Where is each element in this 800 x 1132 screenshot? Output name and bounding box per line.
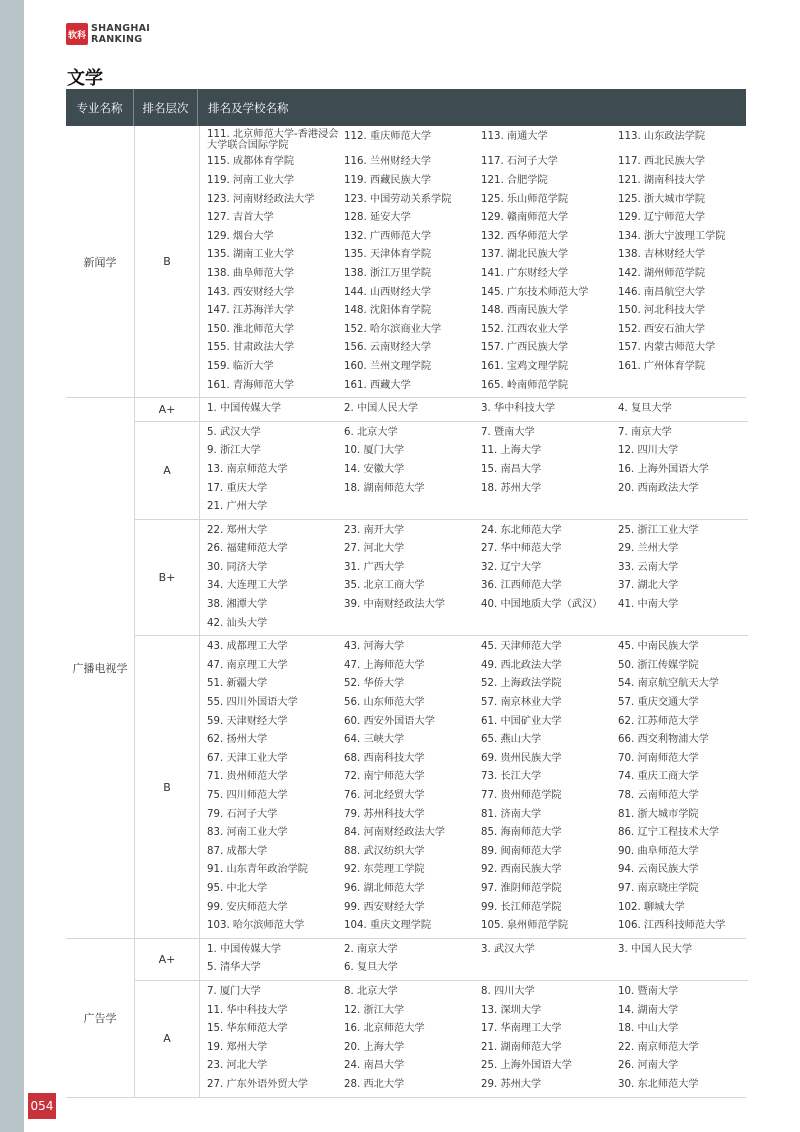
school-entry: 103. 哈尔滨师范大学	[207, 920, 305, 932]
school-entry: 43. 河海大学	[344, 641, 405, 653]
school-entry: 92. 西南民族大学	[481, 864, 562, 876]
entry-row	[207, 358, 748, 377]
school-entry: 94. 云南民族大学	[618, 864, 699, 876]
school-entry: 77. 贵州师范学院	[481, 790, 562, 801]
school-entries	[200, 422, 748, 519]
school-entry: 7. 南京大学	[618, 426, 672, 438]
logo-text	[91, 23, 150, 45]
major-name: 广告学	[66, 939, 135, 1097]
school-entry: 29. 苏州大学	[481, 1078, 542, 1090]
entry-row	[207, 806, 748, 825]
school-entry: 121. 合肥学院	[481, 175, 548, 186]
school-entry: 11. 华中科技大学	[207, 1004, 288, 1016]
school-entry: 125. 乐山师范学院	[481, 193, 569, 205]
school-entry: 7. 暨南大学	[481, 426, 535, 438]
tier-row	[135, 126, 748, 397]
school-entry: 160. 兰州文理学院	[344, 360, 432, 372]
school-entry: 117. 石河子大学	[481, 156, 558, 168]
school-entry: 59. 天津财经大学	[207, 715, 288, 727]
school-entry: 134. 浙大宁波理工学院	[618, 230, 726, 242]
school-entry: 68. 西南科技大学	[344, 752, 425, 764]
school-entry: 161. 青海师范大学	[207, 379, 295, 391]
school-entry: 45. 中南民族大学	[618, 641, 699, 653]
school-entries	[200, 126, 748, 397]
school-entry: 16. 上海外国语大学	[618, 463, 709, 475]
school-entry: 25. 浙江工业大学	[618, 524, 699, 536]
entry-row	[207, 638, 748, 657]
school-entry: 5. 武汉大学	[207, 426, 261, 438]
school-entry: 10. 厦门大学	[344, 445, 405, 457]
school-entry: 26. 福建师范大学	[207, 543, 288, 555]
school-entry: 43. 成都理工大学	[207, 641, 288, 653]
school-entry: 84. 河南财经政法大学	[344, 827, 445, 839]
school-entry: 148. 沈阳体育学院	[344, 305, 432, 317]
school-entry: 3. 华中科技大学	[481, 403, 556, 415]
school-entry: 99. 长江师范学院	[481, 901, 562, 913]
school-entry: 32. 辽宁大学	[481, 561, 542, 573]
entry-row	[207, 172, 748, 191]
school-entry: 70. 河南师范大学	[618, 752, 699, 764]
school-entry: 105. 泉州师范学院	[481, 920, 569, 932]
section-title: 文学	[67, 68, 103, 89]
page-number: 054	[28, 1093, 56, 1119]
school-entry: 137. 湖北民族大学	[481, 249, 569, 261]
entry-row	[207, 209, 748, 228]
rank-level: B	[135, 126, 200, 397]
entry-row	[207, 787, 748, 806]
logo-text-line1: SHANGHAI	[91, 23, 151, 34]
entry-row	[207, 153, 748, 172]
school-entry: 15. 南昌大学	[481, 463, 542, 475]
school-entry: 79. 石河子大学	[207, 808, 278, 820]
school-entry: 117. 西北民族大学	[618, 156, 706, 168]
school-entry: 6. 复旦大学	[344, 962, 398, 974]
school-entry: 113. 山东政法学院	[618, 131, 706, 142]
school-entry: 150. 淮北师范大学	[207, 323, 295, 335]
school-entry: 92. 东莞理工学院	[344, 864, 425, 876]
school-entry: 99. 安庆师范大学	[207, 901, 288, 913]
school-entry: 145. 广东技术师范大学	[481, 286, 589, 298]
school-entry: 81. 济南大学	[481, 808, 542, 820]
entry-row	[207, 302, 748, 321]
school-entry: 12. 四川大学	[618, 445, 679, 457]
school-entry: 24. 南昌大学	[344, 1060, 405, 1072]
school-entry: 72. 南宁师范大学	[344, 771, 425, 783]
entry-row	[207, 1039, 748, 1058]
school-entry: 37. 湖北大学	[618, 580, 679, 592]
school-entry: 27. 广东外语外贸大学	[207, 1078, 308, 1090]
school-entry: 135. 湖南工业大学	[207, 249, 295, 261]
entry-row	[207, 1020, 748, 1039]
school-entry: 65. 燕山大学	[481, 734, 542, 746]
school-entry: 1. 中国传媒大学	[207, 403, 282, 415]
school-entry: 51. 新疆大学	[207, 678, 268, 690]
tier-row	[135, 520, 748, 637]
school-entry: 155. 甘肃政法大学	[207, 342, 295, 354]
school-entry: 128. 延安大学	[344, 212, 411, 224]
school-entry: 31. 广西大学	[344, 561, 405, 573]
rank-level: B+	[135, 520, 200, 636]
entry-row	[207, 750, 748, 769]
school-entry: 138. 浙江万里学院	[344, 267, 432, 279]
school-entry: 60. 西安外国语大学	[344, 715, 435, 727]
school-entry: 62. 扬州大学	[207, 734, 268, 746]
entry-row	[207, 377, 748, 396]
school-entry: 27. 河北大学	[344, 543, 405, 555]
school-entry: 30. 同济大学	[207, 561, 268, 573]
school-entry: 106. 江西科技师范大学	[618, 920, 726, 932]
school-entry: 11. 上海大学	[481, 445, 542, 457]
school-entry: 95. 中北大学	[207, 882, 268, 894]
school-entry: 143. 西安财经大学	[207, 286, 295, 298]
entry-row	[207, 522, 748, 541]
school-entry: 152. 哈尔滨商业大学	[344, 323, 442, 335]
school-entry: 119. 河南工业大学	[207, 175, 295, 186]
school-entry: 14. 安徽大学	[344, 463, 405, 475]
school-entry: 24. 东北师范大学	[481, 524, 562, 536]
school-entry: 146. 南昌航空大学	[618, 286, 706, 298]
entry-row	[207, 983, 748, 1002]
school-entry: 9. 浙江大学	[207, 445, 261, 457]
school-entry: 52. 华侨大学	[344, 678, 405, 690]
entry-row	[207, 339, 748, 358]
school-entry: 21. 湖南师范大学	[481, 1041, 562, 1053]
school-entry: 18. 苏州大学	[481, 482, 542, 494]
school-entry: 27. 华中师范大学	[481, 543, 562, 555]
school-entries	[200, 981, 748, 1097]
school-entry: 112. 重庆师范大学	[344, 131, 432, 142]
school-entry: 35. 北京工商大学	[344, 580, 425, 592]
entry-row	[207, 284, 748, 303]
entry-row	[207, 228, 748, 247]
school-entry: 6. 北京大学	[344, 426, 398, 438]
school-entry: 36. 江西师范大学	[481, 580, 562, 592]
school-entries	[200, 636, 748, 938]
school-entry: 97. 南京晓庄学院	[618, 882, 699, 894]
school-entry: 18. 中山大学	[618, 1023, 679, 1035]
table-header	[66, 89, 746, 126]
school-entry: 5. 清华大学	[207, 962, 261, 974]
entry-row	[207, 498, 748, 517]
entry-row	[207, 843, 748, 862]
entry-row	[207, 675, 748, 694]
school-entry: 138. 曲阜师范大学	[207, 267, 295, 279]
school-entry: 17. 华南理工大学	[481, 1023, 562, 1035]
entry-row	[207, 596, 748, 615]
school-entry: 129. 辽宁师范大学	[618, 212, 706, 224]
school-entry: 132. 广西师范大学	[344, 230, 432, 242]
rank-level: A+	[135, 398, 200, 421]
school-entry: 125. 浙大城市学院	[618, 193, 706, 205]
entry-row	[207, 128, 748, 153]
tier-list	[135, 939, 748, 1097]
entry-row	[207, 442, 748, 461]
entry-row	[207, 400, 748, 419]
tier-list	[135, 398, 748, 938]
school-entry: 50. 浙江传媒学院	[618, 659, 699, 671]
school-entry: 74. 重庆工商大学	[618, 771, 699, 783]
entry-row	[207, 880, 748, 899]
entry-row	[207, 941, 748, 960]
school-entry: 148. 西南民族大学	[481, 305, 569, 317]
school-entry: 33. 云南大学	[618, 561, 679, 573]
entry-row	[207, 424, 748, 443]
school-entry: 161. 西藏大学	[344, 379, 411, 391]
school-entry: 64. 三峡大学	[344, 734, 405, 746]
school-entry: 138. 吉林财经大学	[618, 249, 706, 261]
school-entry: 66. 西交利物浦大学	[618, 734, 709, 746]
school-entry: 123. 河南财经政法大学	[207, 193, 315, 205]
tier-row	[135, 636, 748, 938]
entry-row	[207, 1076, 748, 1095]
entry-row	[207, 713, 748, 732]
school-entry: 25. 上海外国语大学	[481, 1060, 572, 1072]
header-level: 排名层次	[134, 89, 198, 126]
rank-level: A	[135, 981, 200, 1097]
school-entry: 20. 上海大学	[344, 1041, 405, 1053]
school-entry: 142. 湖州师范学院	[618, 267, 706, 279]
tier-row	[135, 939, 748, 981]
major-name: 广播电视学	[66, 398, 135, 938]
school-entry: 22. 南京师范大学	[618, 1041, 699, 1053]
rank-level: B	[135, 636, 200, 938]
school-entry: 121. 湖南科技大学	[618, 175, 706, 186]
school-entry: 111. 北京师范大学-香港浸会大学联合国际学院	[207, 129, 339, 152]
school-entry: 127. 吉首大学	[207, 212, 274, 224]
school-entry: 150. 河北科技大学	[618, 305, 706, 317]
school-entry: 156. 云南财经大学	[344, 342, 432, 354]
school-entry: 144. 山西财经大学	[344, 286, 432, 298]
ranking-table	[66, 89, 746, 1098]
school-entry: 55. 四川外国语大学	[207, 697, 298, 709]
table-body	[66, 126, 746, 1098]
school-entry: 69. 贵州民族大学	[481, 752, 562, 764]
school-entry: 3. 武汉大学	[481, 943, 535, 955]
school-entry: 81. 浙大城市学院	[618, 808, 699, 820]
school-entry: 49. 西北政法大学	[481, 659, 562, 671]
entry-row	[207, 959, 748, 978]
school-entry: 18. 湖南师范大学	[344, 482, 425, 494]
entry-row	[207, 1002, 748, 1021]
school-entry: 28. 西北大学	[344, 1078, 405, 1090]
school-entry: 15. 华东师范大学	[207, 1023, 288, 1035]
school-entry: 157. 内蒙古师范大学	[618, 342, 716, 354]
header-major: 专业名称	[66, 89, 134, 126]
entry-row	[207, 191, 748, 210]
school-entry: 161. 宝鸡文理学院	[481, 360, 569, 372]
school-entry: 47. 南京理工大学	[207, 659, 288, 671]
school-entry: 104. 重庆文理学院	[344, 920, 432, 932]
school-entry: 83. 河南工业大学	[207, 827, 288, 839]
school-entry: 157. 广西民族大学	[481, 342, 569, 354]
entry-row	[207, 731, 748, 750]
school-entry: 129. 烟台大学	[207, 230, 274, 242]
school-entry: 96. 湖北师范大学	[344, 882, 425, 894]
school-entry: 23. 河北大学	[207, 1060, 268, 1072]
school-entry: 45. 天津师范大学	[481, 641, 562, 653]
school-entry: 52. 上海政法学院	[481, 678, 562, 690]
school-entry: 76. 河北经贸大学	[344, 790, 425, 801]
school-entry: 67. 天津工业大学	[207, 752, 288, 764]
entry-row	[207, 615, 748, 634]
school-entry: 119. 西藏民族大学	[344, 175, 432, 186]
school-entry: 123. 中国劳动关系学院	[344, 193, 452, 205]
school-entry: 7. 厦门大学	[207, 985, 261, 997]
entry-row	[207, 246, 748, 265]
school-entry: 75. 四川师范大学	[207, 790, 288, 801]
left-sidebar-strip	[0, 0, 24, 1132]
school-entry: 42. 汕头大学	[207, 617, 268, 629]
school-entry: 56. 山东师范大学	[344, 697, 425, 709]
entry-row	[207, 559, 748, 578]
school-entry: 14. 湖南大学	[618, 1004, 679, 1016]
school-entry: 38. 湘潭大学	[207, 599, 268, 611]
school-entry: 62. 江苏师范大学	[618, 715, 699, 727]
school-entry: 78. 云南师范大学	[618, 790, 699, 801]
entry-row	[207, 1057, 748, 1076]
school-entry: 4. 复旦大学	[618, 403, 672, 415]
school-entry: 129. 赣南师范大学	[481, 212, 569, 224]
entry-row	[207, 461, 748, 480]
school-entry: 86. 辽宁工程技术大学	[618, 827, 719, 839]
school-entry: 71. 贵州师范大学	[207, 771, 288, 783]
school-entry: 115. 成都体育学院	[207, 156, 295, 168]
school-entry: 102. 聊城大学	[618, 901, 685, 913]
school-entry: 91. 山东青年政治学院	[207, 864, 308, 876]
school-entry: 19. 郑州大学	[207, 1041, 268, 1053]
school-entry: 34. 大连理工大学	[207, 580, 288, 592]
school-entry: 85. 海南师范大学	[481, 827, 562, 839]
school-entries	[200, 939, 748, 980]
entry-row	[207, 768, 748, 787]
brand-logo	[66, 23, 150, 45]
entry-row	[207, 657, 748, 676]
school-entry: 54. 南京航空航天大学	[618, 678, 719, 690]
entry-row	[207, 899, 748, 918]
school-entry: 73. 长江大学	[481, 771, 542, 783]
entry-row	[207, 265, 748, 284]
school-entry: 90. 曲阜师范大学	[618, 845, 699, 857]
logo-text-line2: RANKING	[91, 34, 143, 45]
school-entry: 135. 天津体育学院	[344, 249, 432, 261]
school-entry: 141. 广东财经大学	[481, 267, 569, 279]
school-entry: 41. 中南大学	[618, 599, 679, 611]
tier-list	[135, 126, 748, 397]
school-entry: 8. 北京大学	[344, 985, 398, 997]
school-entry: 57. 重庆交通大学	[618, 697, 699, 709]
school-entry: 20. 西南政法大学	[618, 482, 699, 494]
school-entry: 17. 重庆大学	[207, 482, 268, 494]
school-entry: 16. 北京师范大学	[344, 1023, 425, 1035]
entry-row	[207, 321, 748, 340]
entry-row	[207, 480, 748, 499]
school-entry: 57. 南京林业大学	[481, 697, 562, 709]
school-entry: 47. 上海师范大学	[344, 659, 425, 671]
entry-row	[207, 694, 748, 713]
school-entry: 132. 西华师范大学	[481, 230, 569, 242]
entry-row	[207, 540, 748, 559]
school-entry: 22. 郑州大学	[207, 524, 268, 536]
rank-level: A+	[135, 939, 200, 980]
school-entry: 165. 岭南师范学院	[481, 379, 569, 391]
entry-row	[207, 824, 748, 843]
tier-row	[135, 981, 748, 1097]
school-entry: 87. 成都大学	[207, 845, 268, 857]
school-entry: 89. 闽南师范大学	[481, 845, 562, 857]
major-name: 新闻学	[66, 126, 135, 397]
major-group	[66, 126, 746, 398]
school-entry: 2. 南京大学	[344, 943, 398, 955]
rank-level: A	[135, 422, 200, 519]
school-entries	[200, 520, 748, 636]
school-entry: 13. 深圳大学	[481, 1004, 542, 1016]
school-entry: 39. 中南财经政法大学	[344, 599, 445, 611]
school-entry: 29. 兰州大学	[618, 543, 679, 555]
school-entry: 40. 中国地质大学（武汉）	[481, 599, 603, 611]
school-entry: 10. 暨南大学	[618, 985, 679, 997]
major-group	[66, 398, 746, 939]
header-schools: 排名及学校名称	[208, 100, 289, 115]
school-entry: 99. 西安财经大学	[344, 901, 425, 913]
school-entry: 152. 西安石油大学	[618, 323, 706, 335]
school-entry: 21. 广州大学	[207, 501, 268, 513]
tier-row	[135, 398, 748, 422]
school-entry: 1. 中国传媒大学	[207, 943, 282, 955]
entry-row	[207, 917, 748, 936]
school-entry: 161. 广州体育学院	[618, 360, 706, 372]
school-entry: 30. 东北师范大学	[618, 1078, 699, 1090]
tier-row	[135, 422, 748, 520]
school-entry: 3. 中国人民大学	[618, 943, 693, 955]
major-group	[66, 939, 746, 1098]
school-entry: 147. 江苏海洋大学	[207, 305, 295, 317]
school-entry: 12. 浙江大学	[344, 1004, 405, 1016]
school-entry: 23. 南开大学	[344, 524, 405, 536]
school-entry: 13. 南京师范大学	[207, 463, 288, 475]
school-entry: 8. 四川大学	[481, 985, 535, 997]
school-entry: 97. 淮阴师范学院	[481, 882, 562, 894]
school-entries	[200, 398, 748, 421]
logo-mark: 软科	[66, 23, 88, 45]
school-entry: 113. 南通大学	[481, 131, 548, 142]
school-entry: 2. 中国人民大学	[344, 403, 419, 415]
school-entry: 26. 河南大学	[618, 1060, 679, 1072]
school-entry: 152. 江西农业大学	[481, 323, 569, 335]
school-entry: 159. 临沂大学	[207, 360, 274, 372]
school-entry: 116. 兰州财经大学	[344, 156, 432, 168]
school-entry: 88. 武汉纺织大学	[344, 845, 425, 857]
school-entry: 61. 中国矿业大学	[481, 715, 562, 727]
entry-row	[207, 577, 748, 596]
school-entry: 79. 苏州科技大学	[344, 808, 425, 820]
entry-row	[207, 861, 748, 880]
